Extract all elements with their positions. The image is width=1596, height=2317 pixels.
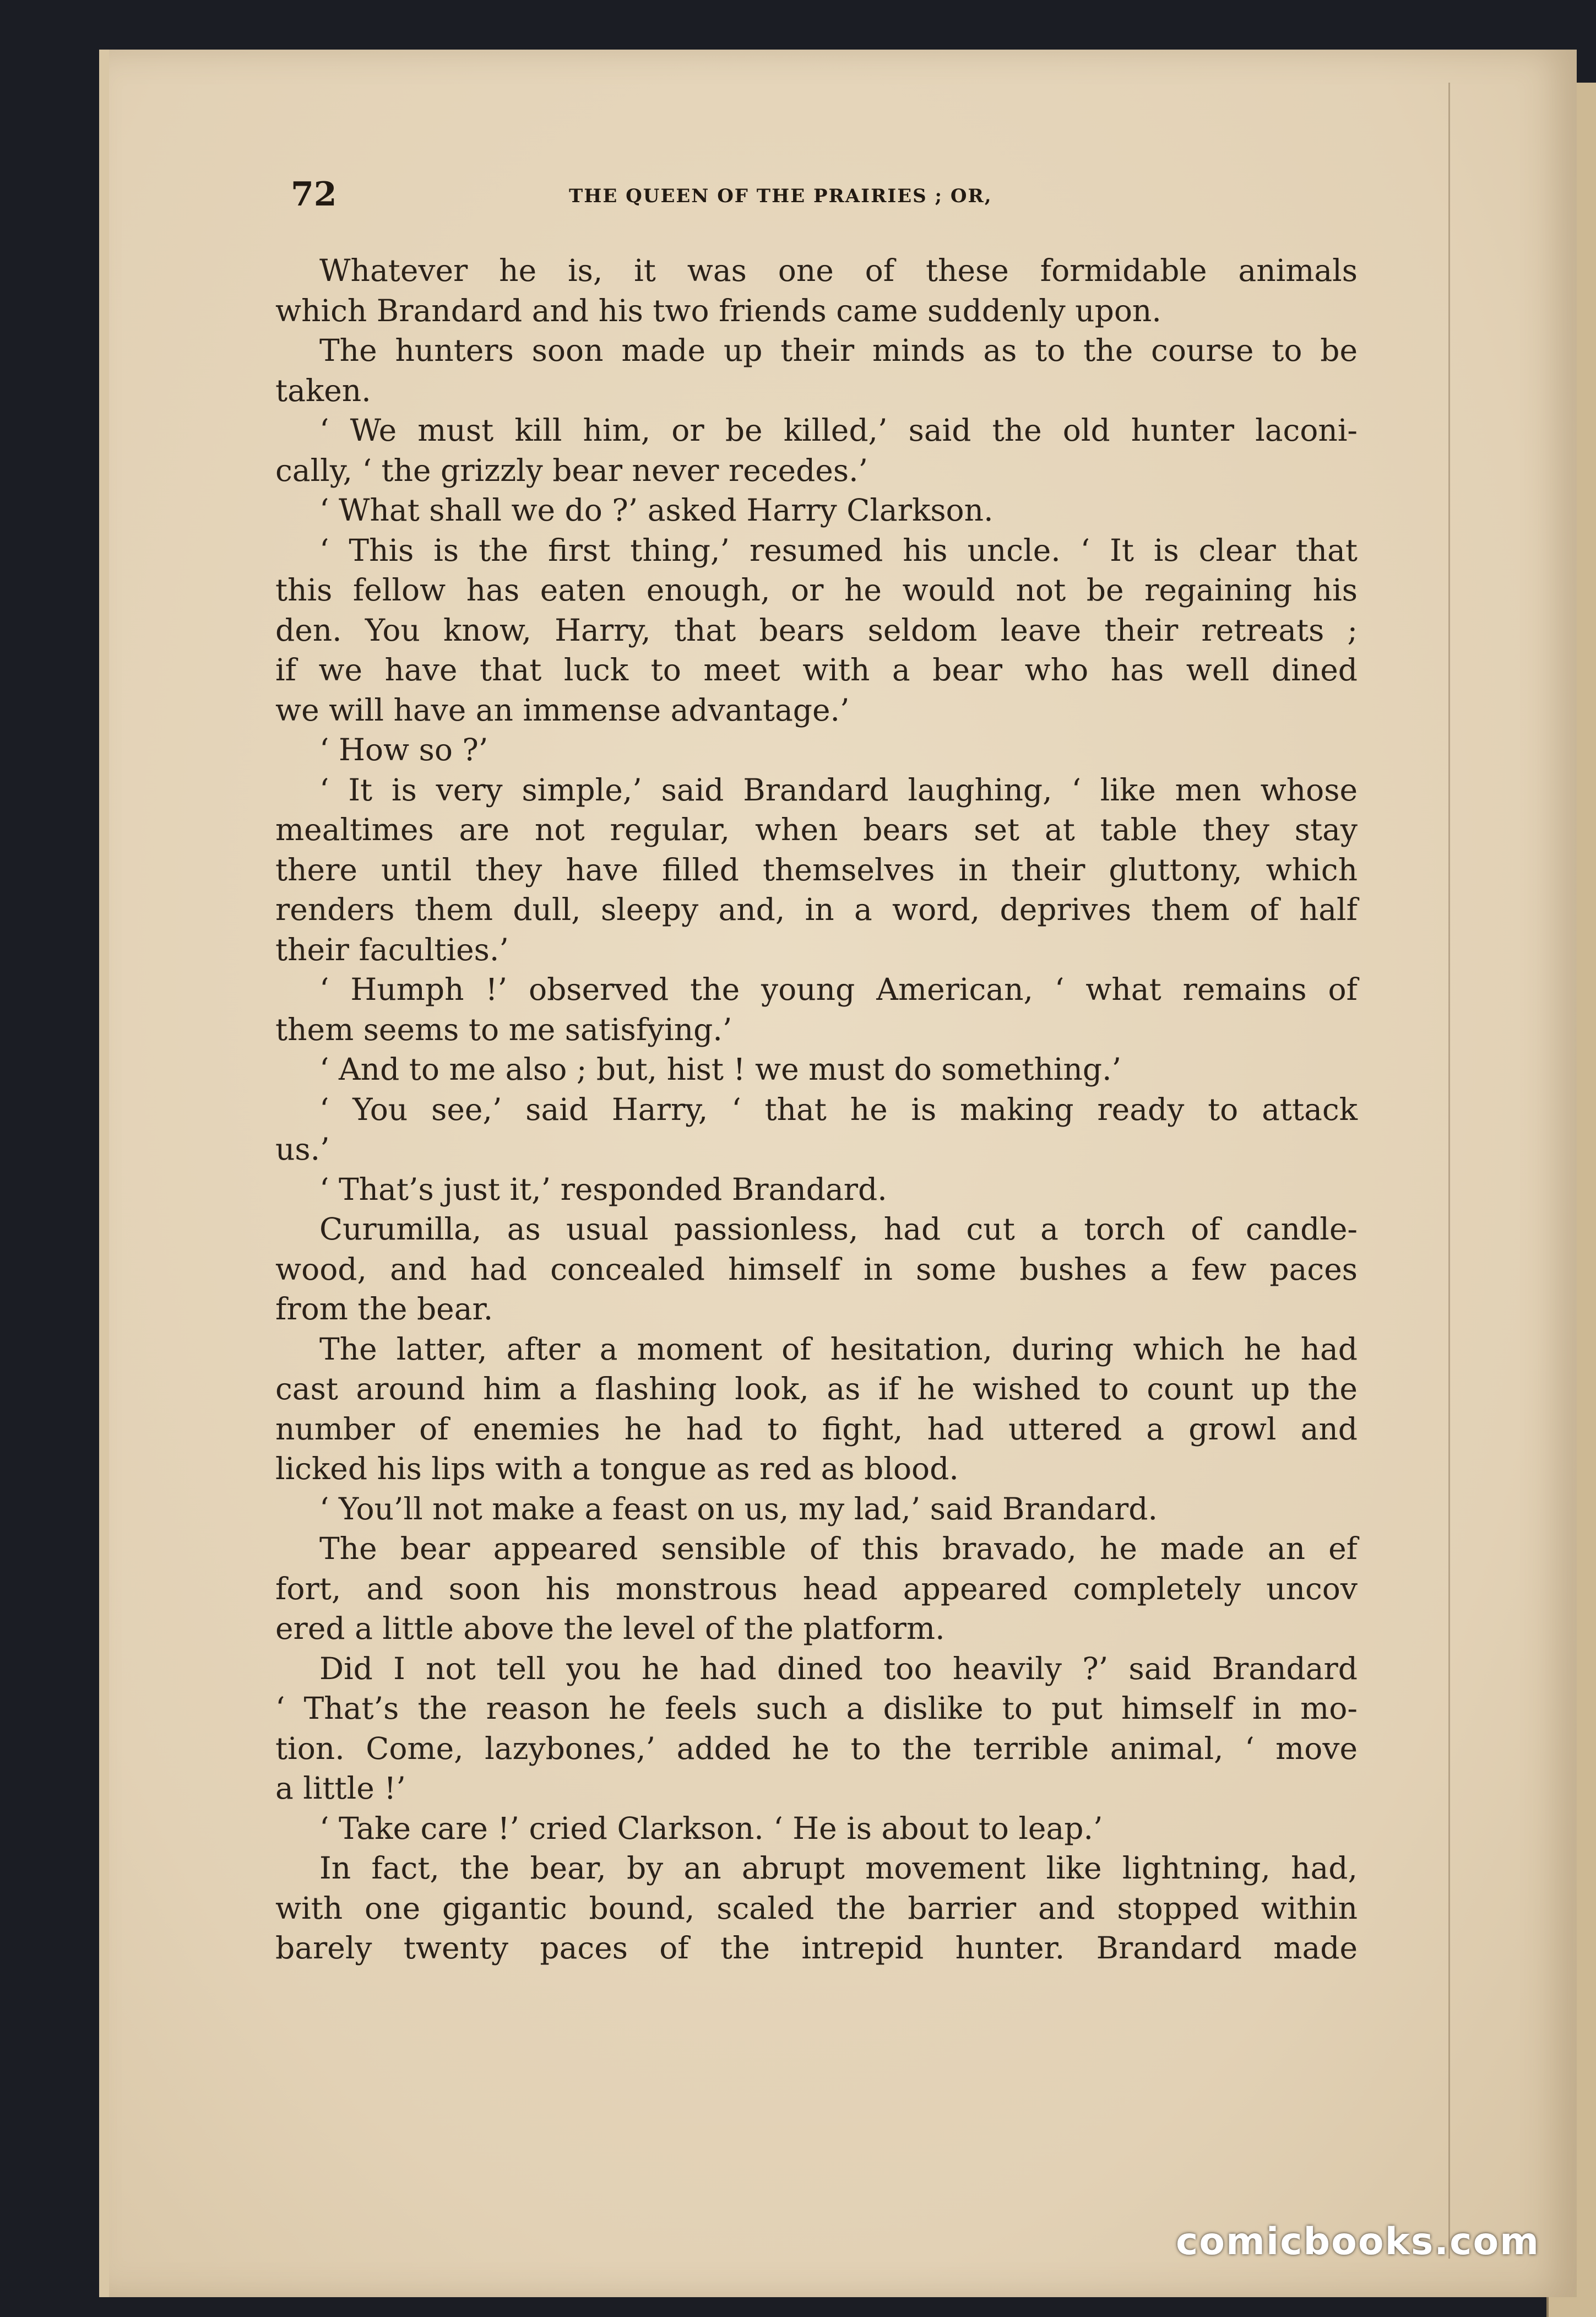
- text-line: which Brandard and his two friends came suddenly upon.: [275, 293, 1161, 328]
- text-line: ‘ And to me also ; but, hist ! we must do something.’: [319, 1052, 1122, 1087]
- text-line: their faculties.’: [275, 932, 509, 967]
- text-line: The hunters soon made up their minds as to the course to be: [319, 333, 1358, 368]
- text-line: wood, and had concealed himself in some bushes a few paces: [275, 1251, 1358, 1287]
- text-line: from the bear.: [275, 1291, 493, 1327]
- text-line: cally, ‘ the grizzly bear never recedes.’: [275, 452, 868, 488]
- text-line: ered a little above the level of the platform.: [275, 1611, 945, 1646]
- running-head: THE QUEEN OF THE PRAIRIES ; OR,: [569, 185, 992, 207]
- text-line: ‘ Humph !’ observed the young American, ‘ what remains of: [319, 972, 1358, 1007]
- text-line: ‘ You’ll not make a feast on us, my lad,’ said Brandard.: [319, 1491, 1158, 1526]
- text-line: if we have that luck to meet with a bear who has well dined: [275, 652, 1358, 687]
- text-line: taken.: [275, 372, 371, 408]
- text-line: ‘ Take care !’ cried Clarkson. ‘ He is about to leap.’: [319, 1810, 1103, 1846]
- text-line: number of enemies he had to fight, had uttered a growl and: [275, 1411, 1358, 1447]
- text-line: fort, and soon his monstrous head appeared completely uncov: [275, 1571, 1358, 1606]
- page-gutter: [1448, 83, 1450, 2259]
- text-line: ‘ It is very simple,’ said Brandard laughing, ‘ like men whose: [319, 772, 1358, 808]
- text-line: this fellow has eaten enough, or he would not be regaining his: [275, 572, 1358, 608]
- text-line: Curumilla, as usual passionless, had cut a torch of candle-: [319, 1211, 1358, 1247]
- text-line: with one gigantic bound, scaled the barrier and stopped within: [275, 1890, 1358, 1926]
- text-line: them seems to me satisfying.’: [275, 1011, 732, 1047]
- text-line: ‘ That’s just it,’ responded Brandard.: [319, 1171, 887, 1207]
- text-line: den. You know, Harry, that bears seldom leave their retreats ;: [275, 612, 1358, 648]
- text-line: The bear appeared sensible of this bravado, he made an ef: [319, 1531, 1358, 1566]
- text-line: ‘ We must kill him, or be killed,’ said the old hunter laconi-: [319, 413, 1358, 448]
- text-line: ‘ That’s the reason he feels such a dislike to put himself in mo-: [275, 1691, 1358, 1726]
- text-line: ‘ You see,’ said Harry, ‘ that he is making ready to attack: [319, 1091, 1358, 1127]
- text-line: ‘ This is the first thing,’ resumed his uncle. ‘ It is clear that: [319, 532, 1358, 568]
- text-line: Whatever he is, it was one of these formidable animals: [319, 253, 1358, 288]
- text-line: mealtimes are not regular, when bears set at table they stay: [275, 812, 1358, 847]
- page-number: 72: [291, 175, 337, 214]
- text-line: renders them dull, sleepy and, in a word, deprives them of half: [275, 892, 1358, 927]
- text-line: cast around him a flashing look, as if he wished to count up the: [275, 1371, 1358, 1406]
- text-line: us.’: [275, 1132, 330, 1167]
- page-header: [291, 175, 1365, 219]
- text-line: Did I not tell you he had dined too heavily ?’ said Brandard: [319, 1650, 1358, 1686]
- text-line: we will have an immense advantage.’: [275, 692, 850, 728]
- body-text: [275, 251, 1358, 1968]
- text-line: there until they have filled themselves in their gluttony, which: [275, 852, 1358, 887]
- text-line: tion. Come, lazybones,’ added he to the terrible animal, ‘ move: [275, 1730, 1358, 1766]
- text-line: ‘ How so ?’: [319, 732, 488, 767]
- text-line: The latter, after a moment of hesitation, during which he had: [319, 1331, 1358, 1367]
- text-line: barely twenty paces of the intrepid hunter. Brandard made: [275, 1930, 1358, 1966]
- text-line: In fact, the bear, by an abrupt movement like lightning, had,: [319, 1850, 1358, 1886]
- text-line: licked his lips with a tongue as red as blood.: [275, 1451, 959, 1486]
- text-line: ‘ What shall we do ?’ asked Harry Clarkson.: [319, 492, 994, 528]
- watermark: comicbooks.com: [1176, 2220, 1540, 2264]
- text-line: a little !’: [275, 1771, 406, 1806]
